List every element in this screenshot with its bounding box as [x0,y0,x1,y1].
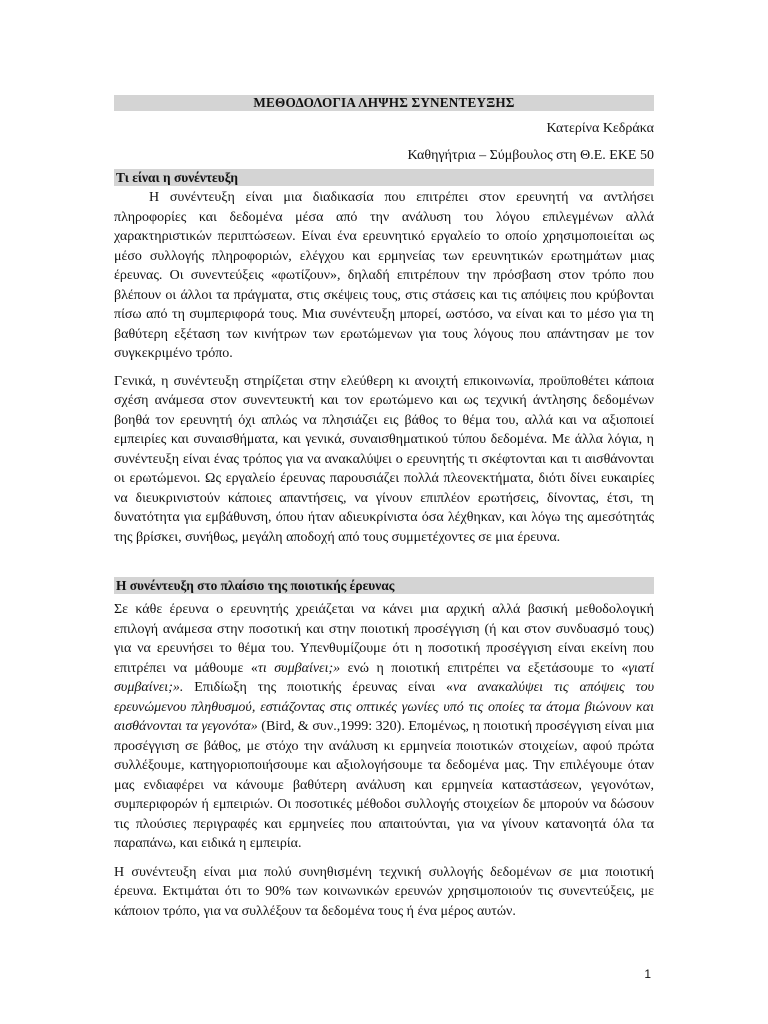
author-affiliation: Καθηγήτρια – Σύμβουλος στη Θ.Ε. ΕΚΕ 50 [407,148,654,163]
italic-quote: να ανακαλύψει τις απόψεις του ερευνώμενου πληθυσμού, εστιάζοντας στις οπτικές γωνίες υπό τις οποίες τα άτομα βιώνουν και αισθάνονται τα γεγονότα» [114,680,654,734]
paragraph-interview-usage: Η συνέντευξη είναι μια πολύ συνηθισμένη τεχνική συλλογής δεδομένων σε μια ποιοτική έρευνα. Εκτιμάται ότι το 90% των κοινωνικών ερευνών χρησιμοποιούν τις συνεντεύξεις, με κάποιον τρόπο, για να συλλέξουν τα δεδομένα τους ή ένα μέρος αυτών. [114,864,654,919]
italic-quote: γιατί συμβαίνει;». [114,660,654,695]
paragraph-qualitative-approach [114,600,654,854]
document-title: ΜΕΘΟΔΟΛΟΓΙΑ ΛΗΨΗΣ ΣΥΝΕΝΤΕΥΞΗΣ [114,95,654,111]
text-run: (Bird, & συν.,1999: 320). Επομένως, η ποιοτική προσέγγιση είναι μια προσέγγιση σε βάθος, με στόχο την ανάλυση κι ερμηνεία ποιοτικών στοιχείων, αφού πρώτα συλλέξουμε, κατηγοριοποιήσουμε και αξιολογήσουμε τα δεδομένα μας. Την επιλέγουμε όταν μας ενδιαφέρει να κάνουμε βαθύτερη ανάλυση και ερμηνεία καταστάσεων, γεγονότων, συμπεριφορών ή εμπειριών. Οι ποσοτικές μέθοδοι συλλογής στοιχείων δε μπορούν να δώσουν τις πλούσιες περιγραφές και ερμηνείες που απαιτούνται, για να γίνουν κατανοητά όλα τα παραπάνω, και ειδικά η εμπειρία. [114,719,655,851]
text-run: Σε κάθε έρευνα ο ερευνητής χρειάζεται να κάνει μια αρχική αλλά βασική μεθοδολογική επιλογή ανάμεσα στην ποσοτική και στην ποιοτική προσέγγιση (ή και στον συνδυασμό τους) για να ερευνήσει το θέμα του. Υπενθυμίζουμε ότι η ποσοτική προσέγγιση είναι εκείνη που επιτρέπει να μάθουμε « [114,602,654,676]
author-name: Κατερίνα Κεδράκα [546,121,654,136]
text-run: ενώ η ποιοτική επιτρέπει να εξετάσουμε το « [340,660,629,676]
text-run: Επιδίωξη της ποιοτικής έρευνας είναι « [183,680,454,695]
page-number: 1 [644,967,651,981]
paragraph-definition: Η συνέντευξη είναι μια διαδικασία που επιτρέπει στον ερευνητή να αντλήσει πληροφορίες και δεδομένα μέσα από την ανάλυση του λόγου επιλεγμένων αλλά χαρακτηριστικών περιπτώσεων. Είναι ένα ερευνητικό εργαλείο το οποίο χρησιμοποιείται ως μέσο συλλογής πληροφοριών, ελέγχου και ερμηνείας των ερευνητικών ερωτημάτων μιας έρευνας. Οι συνεντεύξεις «φωτίζουν», δηλαδή επιτρέπουν την πρόσβαση στον τρόπο που βλέπουν οι άλλοι τα πράγματα, στις σκέψεις τους, στις στάσεις και τις απόψεις που κρύβονται πίσω από τη συμπεριφορά τους. Μια συνέντευξη μπορεί, ωστόσο, να είναι και το μέσο για τη βαθύτερη εξέταση των κινήτρων των ερωτώμενων για τους λόγους που απάντησαν με τον συγκεκριμένο τρόπο. [114,190,654,361]
document-page [114,95,654,921]
italic-quote: τι συμβαίνει;» [257,660,341,676]
section-heading-qualitative-research: Η συνέντευξη στο πλαίσιο της ποιοτικής έρευνας [114,577,654,594]
section-heading-what-is-interview: Τι είναι η συνέντευξη [114,169,654,186]
paragraph-general: Γενικά, η συνέντευξη στηρίζεται στην ελεύθερη κι ανοιχτή επικοινωνία, προϋποθέτει κάποια σχέση ανάμεσα στον συνεντευκτή και τον ερωτώμενο και ως τεχνική άντλησης δεδομένων βοηθά τον ερευνητή όχι απλώς να πλησιάζει εις βάθος το θέμα του, αλλά και να αξιοποιεί εμπειρίες και συναισθήματα, και γενικά, συναισθηματικού τύπου δεδομένα. Με άλλα λόγια, η συνέντευξη είναι ένας τρόπος για να ανακαλύψει ο ερευνητής τι σκέφτονται και τι αισθάνονται οι ερωτώμενοι. Ως εργαλείο έρευνας παρουσιάζει πολλά πλεονεκτήματα, διότι δίνει ευκαιρίες να διευκρινιστούν κάποιες απαντήσεις, να γίνουν επιπλέον ερωτήσεις, δίνοντας, έτσι, τη δυνατότητα για εμβάθυνση, όπου ήταν αδιευκρίνιστα όσα λέχθηκαν, και λόγω της αμεσότητάς της βρίσκει, συνήθως, μεγάλη αποδοχή από τους συμμετέχοντες σε μια έρευνα. [114,373,654,545]
